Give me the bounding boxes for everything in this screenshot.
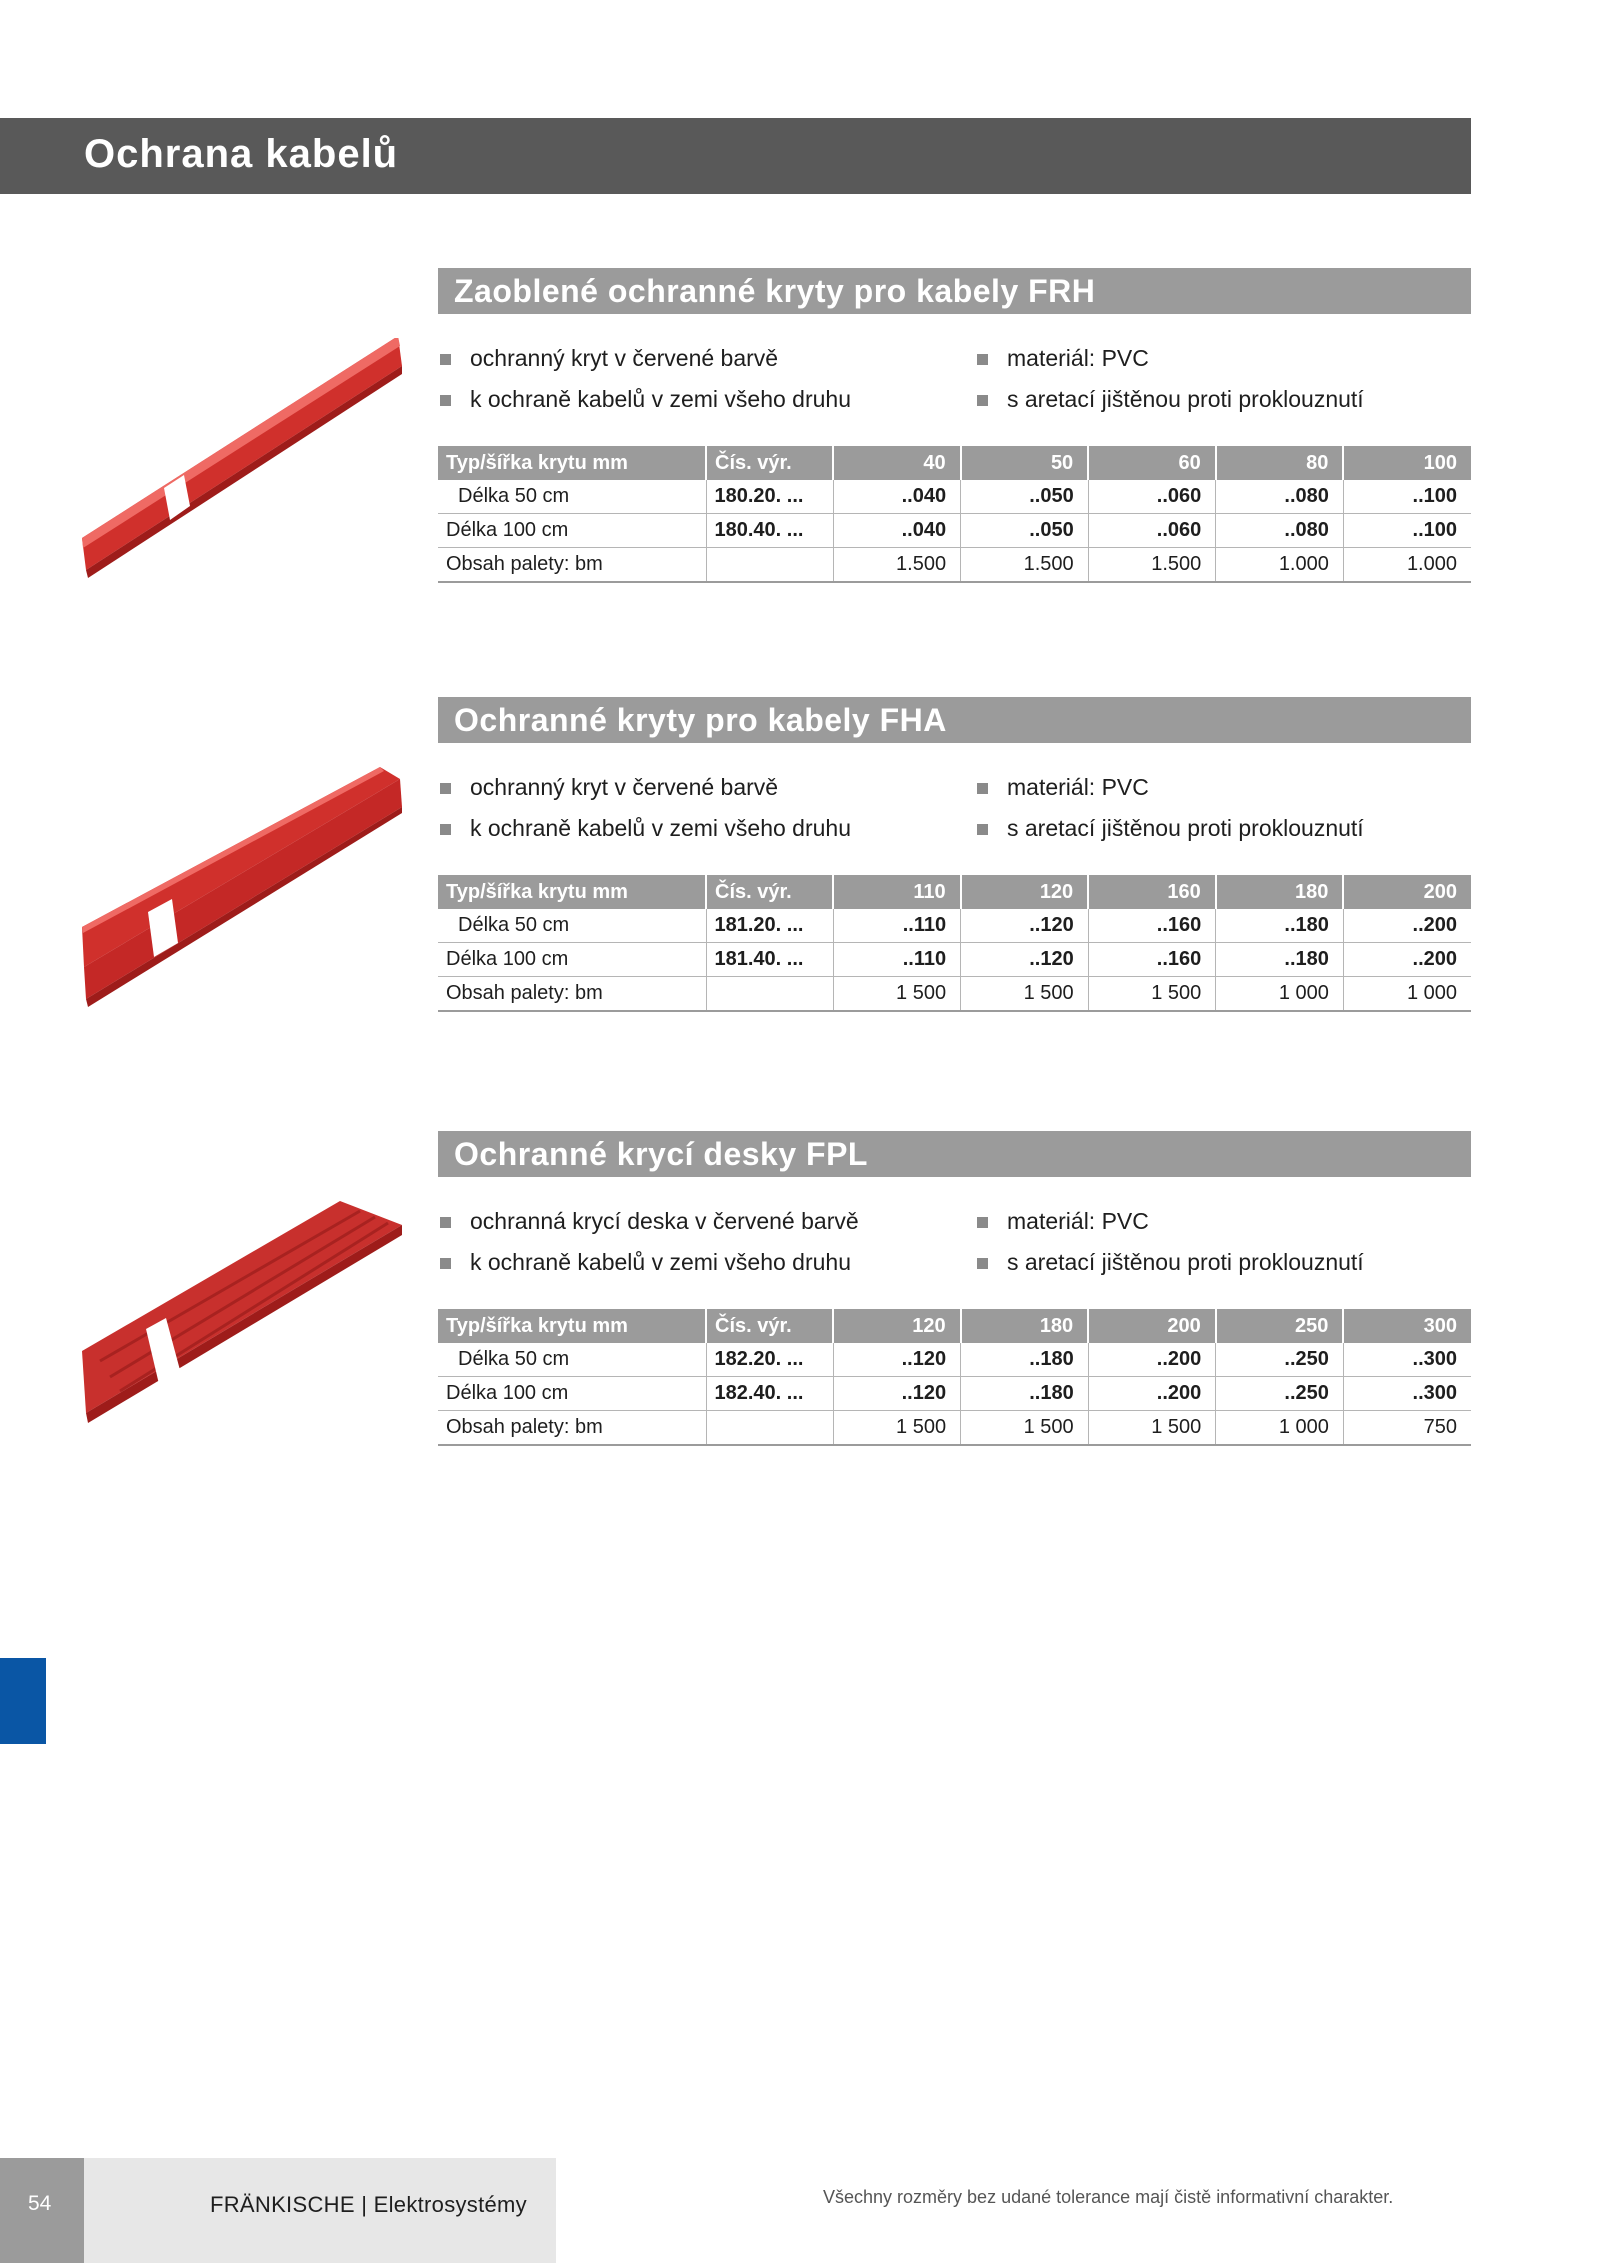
row-label: Délka 100 cm [438,943,706,977]
cell-value: ..120 [961,909,1089,943]
bullet-list-left [438,344,851,426]
section-title-bar [438,697,1471,743]
row-code: 181.40. ... [706,943,833,977]
header-size: 200 [1343,875,1471,909]
cell-value: 1.500 [961,548,1089,583]
cell-value: ..250 [1216,1377,1344,1411]
bullet-square-icon [977,783,988,794]
header-cis: Čís. výr. [706,446,833,480]
row-code: 181.20. ... [706,909,833,943]
row-label: Délka 50 cm [438,1343,706,1377]
cell-value: 1 500 [833,1411,961,1446]
header-cis: Čís. výr. [706,1309,833,1343]
row-label: Obsah palety: bm [438,548,706,583]
section-title: Ochranné krycí desky FPL [454,1136,868,1172]
cell-value: ..040 [833,514,961,548]
page-header-bar [0,118,1471,194]
section-title-bar [438,1131,1471,1177]
bullet-square-icon [977,1258,988,1269]
header-size: 200 [1088,1309,1216,1343]
bullet-square-icon [440,783,451,794]
cell-value: ..050 [961,480,1089,514]
section-frh [0,268,1600,688]
cell-value: 1 500 [1088,1411,1216,1446]
row-code [706,548,833,583]
bullet-square-icon [440,1258,451,1269]
bullet-item: materiál: PVC [975,773,1364,814]
header-size: 60 [1088,446,1216,480]
cell-value: ..200 [1343,909,1471,943]
section-fha [0,697,1600,1117]
spec-table [438,446,1471,583]
table-header-row [438,875,1471,909]
cell-value: ..200 [1088,1377,1216,1411]
header-size: 180 [961,1309,1089,1343]
table-row [438,977,1471,1012]
table-row [438,548,1471,583]
bullet-item: k ochraně kabelů v zemi všeho druhu [438,814,851,855]
bullet-square-icon [977,824,988,835]
cell-value: ..060 [1088,514,1216,548]
cell-value: 1 500 [961,1411,1089,1446]
row-code: 180.20. ... [706,480,833,514]
header-size: 40 [833,446,961,480]
section-fpl [0,1131,1600,1551]
bullet-list-left [438,1207,859,1289]
cell-value: ..200 [1343,943,1471,977]
row-label: Obsah palety: bm [438,1411,706,1446]
cell-value: 1.000 [1216,548,1344,583]
row-label: Délka 100 cm [438,514,706,548]
header-size: 80 [1216,446,1344,480]
section-title: Zaoblené ochranné kryty pro kabely FRH [454,273,1096,309]
cell-value: ..110 [833,909,961,943]
header-size: 180 [1216,875,1344,909]
table-row [438,480,1471,514]
table-row [438,1377,1471,1411]
bullet-square-icon [977,354,988,365]
product-image-fha [80,767,420,1007]
row-code [706,1411,833,1446]
chapter-tab-marker [0,1658,46,1744]
cell-value: 1.500 [1088,548,1216,583]
bullet-item: materiál: PVC [975,344,1364,385]
header-size: 160 [1088,875,1216,909]
cell-value: 1 500 [1088,977,1216,1012]
footer-note: Všechny rozměry bez udané tolerance mají čistě informativní charakter. [823,2187,1394,2207]
header-size: 110 [833,875,961,909]
spec-table [438,1309,1471,1446]
bullet-square-icon [977,1217,988,1228]
table-row [438,514,1471,548]
cell-value: ..120 [833,1377,961,1411]
cell-value: ..050 [961,514,1089,548]
cell-value: 1.500 [833,548,961,583]
spec-table [438,875,1471,1012]
page-title: Ochrana kabelů [84,132,399,176]
header-cis: Čís. výr. [706,875,833,909]
cell-value: ..160 [1088,909,1216,943]
row-code: 182.40. ... [706,1377,833,1411]
bullet-item: s aretací jištěnou proti proklouznutí [975,385,1364,426]
cell-value: ..040 [833,480,961,514]
header-typ: Typ/šířka krytu mm [438,875,706,909]
cell-value: ..180 [961,1377,1089,1411]
row-label: Délka 100 cm [438,1377,706,1411]
bullet-item: s aretací jištěnou proti proklouznutí [975,814,1364,855]
bullet-item: ochranná krycí deska v červené barvě [438,1207,859,1248]
cell-value: 1 000 [1216,977,1344,1012]
cell-value: 1.000 [1343,548,1471,583]
row-label: Délka 50 cm [438,480,706,514]
cell-value: 750 [1343,1411,1471,1446]
bullet-item: ochranný kryt v červené barvě [438,344,851,385]
cell-value: ..180 [1216,943,1344,977]
cell-value: ..250 [1216,1343,1344,1377]
table-row [438,943,1471,977]
table-header-row [438,1309,1471,1343]
bullet-item: ochranný kryt v červené barvě [438,773,851,814]
row-label: Obsah palety: bm [438,977,706,1012]
footer-brand: FRÄNKISCHE | Elektrosystémy [210,2192,527,2217]
footer-brand-box [84,2158,556,2263]
product-image-fpl [80,1201,420,1441]
table-row [438,1343,1471,1377]
bullet-square-icon [440,354,451,365]
cell-value: ..120 [833,1343,961,1377]
cell-value: ..120 [961,943,1089,977]
row-label: Délka 50 cm [438,909,706,943]
cell-value: ..180 [1216,909,1344,943]
section-title: Ochranné kryty pro kabely FHA [454,702,947,738]
cell-value: ..100 [1343,480,1471,514]
header-size: 250 [1216,1309,1344,1343]
bullet-item: k ochraně kabelů v zemi všeho druhu [438,385,851,426]
product-image-frh [80,338,420,578]
header-size: 100 [1343,446,1471,480]
cell-value: ..200 [1088,1343,1216,1377]
bullet-item: k ochraně kabelů v zemi všeho druhu [438,1248,859,1289]
cell-value: ..300 [1343,1377,1471,1411]
cell-value: 1 500 [961,977,1089,1012]
header-typ: Typ/šířka krytu mm [438,1309,706,1343]
cell-value: ..110 [833,943,961,977]
section-title-bar [438,268,1471,314]
bullet-list-right [975,344,1364,426]
row-code: 182.20. ... [706,1343,833,1377]
footer-page-box [0,2158,84,2263]
cell-value: ..080 [1216,514,1344,548]
cell-value: ..080 [1216,480,1344,514]
bullet-list-left [438,773,851,855]
cell-value: 1 500 [833,977,961,1012]
header-size: 120 [961,875,1089,909]
header-size: 120 [833,1309,961,1343]
header-size: 50 [961,446,1089,480]
header-typ: Typ/šířka krytu mm [438,446,706,480]
bullet-list-right [975,1207,1364,1289]
cell-value: ..060 [1088,480,1216,514]
table-header-row [438,446,1471,480]
table-row [438,909,1471,943]
bullet-square-icon [440,1217,451,1228]
header-size: 300 [1343,1309,1471,1343]
cell-value: ..160 [1088,943,1216,977]
bullet-list-right [975,773,1364,855]
cell-value: ..180 [961,1343,1089,1377]
page-number: 54 [28,2192,52,2215]
bullet-item: s aretací jištěnou proti proklouznutí [975,1248,1364,1289]
bullet-square-icon [440,395,451,406]
row-code: 180.40. ... [706,514,833,548]
table-row [438,1411,1471,1446]
cell-value: 1 000 [1343,977,1471,1012]
cell-value: ..300 [1343,1343,1471,1377]
bullet-square-icon [977,395,988,406]
cell-value: 1 000 [1216,1411,1344,1446]
row-code [706,977,833,1012]
cell-value: ..100 [1343,514,1471,548]
bullet-item: materiál: PVC [975,1207,1364,1248]
bullet-square-icon [440,824,451,835]
